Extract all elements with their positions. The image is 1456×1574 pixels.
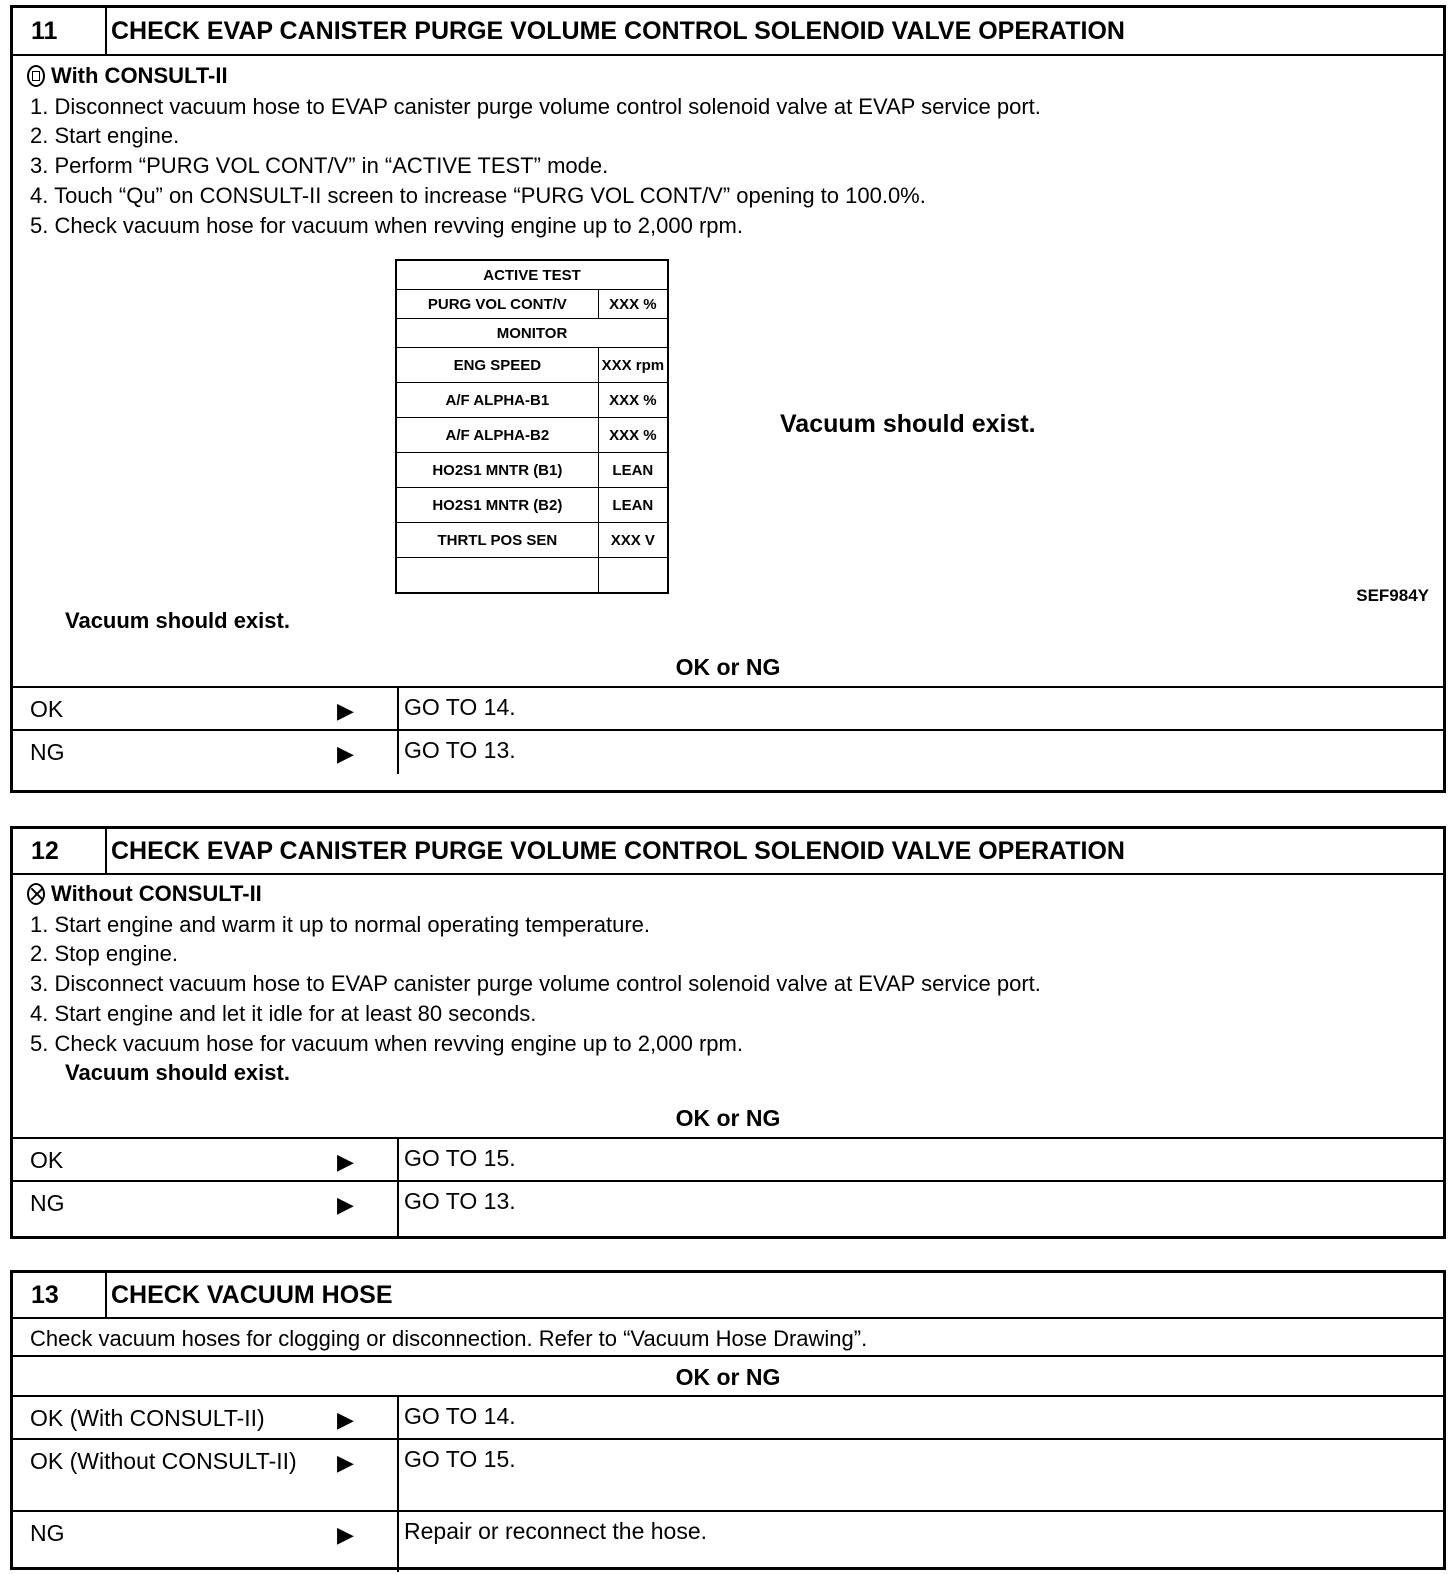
outcome-action: GO TO 14. (404, 1403, 516, 1429)
monitor-item-value: LEAN (598, 488, 668, 523)
monitor-item-value: XXX % (598, 418, 668, 453)
divider (13, 1355, 1443, 1357)
instruction-step: 3. Disconnect vacuum hose to EVAP canister purge volume control solenoid valve at EVAP service port. (30, 971, 1041, 996)
outcome-label: NG (30, 1520, 65, 1546)
step-12-header (13, 829, 1443, 875)
step-11-header (13, 8, 1443, 56)
ok-or-ng-label: OK or NG (675, 1364, 781, 1390)
figure-note: Vacuum should exist. (780, 410, 1036, 438)
outcome-action: GO TO 13. (404, 1188, 516, 1214)
outcome-label: NG (30, 739, 65, 765)
monitor-item-name (396, 558, 598, 594)
monitor-item-value: XXX rpm (598, 348, 668, 383)
monitor-title: MONITOR (396, 319, 668, 348)
monitor-item-name: HO2S1 MNTR (B1) (396, 453, 598, 488)
active-item-name: PURG VOL CONT/V (396, 290, 598, 319)
outcome-action: GO TO 15. (404, 1145, 516, 1171)
monitor-item-name: A/F ALPHA-B2 (396, 418, 598, 453)
instruction-step: 1. Disconnect vacuum hose to EVAP canister purge volume control solenoid valve at EVAP service port. (30, 94, 1041, 119)
result-note: Vacuum should exist. (65, 1060, 290, 1085)
outcome-label: OK (30, 1147, 64, 1173)
no-consult-icon (27, 883, 45, 905)
outcome-row (13, 1180, 1443, 1238)
active-item-value: XXX % (598, 290, 668, 319)
instruction-step: 4. Start engine and let it idle for at least 80 seconds. (30, 1001, 537, 1026)
outcome-action: GO TO 14. (404, 694, 516, 720)
monitor-item-name: THRTL POS SEN (396, 523, 598, 558)
step-title: CHECK EVAP CANISTER PURGE VOLUME CONTROL SOLENOID VALVE OPERATION (111, 837, 1125, 865)
arrow-icon: ▶ (337, 1522, 354, 1547)
outcome-row (13, 1438, 1443, 1512)
arrow-icon: ▶ (337, 698, 354, 723)
mode-heading: With CONSULT-II (27, 63, 228, 89)
step-number: 11 (31, 17, 58, 45)
monitor-item-name: ENG SPEED (396, 348, 598, 383)
step-title: CHECK EVAP CANISTER PURGE VOLUME CONTROL SOLENOID VALVE OPERATION (111, 17, 1125, 45)
instruction-step: 3. Perform “PURG VOL CONT/V” in “ACTIVE TEST” mode. (30, 153, 609, 178)
outcome-action: GO TO 15. (404, 1446, 516, 1472)
step-12-box (10, 826, 1446, 1239)
arrow-icon: ▶ (337, 1149, 354, 1174)
instruction-step: 2. Start engine. (30, 123, 180, 148)
outcome-row (13, 729, 1443, 774)
step-11-box (10, 5, 1446, 793)
step-title: CHECK VACUUM HOSE (111, 1281, 393, 1309)
outcome-label: OK (Without CONSULT-II) (30, 1448, 297, 1474)
outcome-action: Repair or reconnect the hose. (404, 1518, 708, 1544)
step-number: 13 (31, 1281, 59, 1309)
consult-active-test-screen (395, 259, 669, 594)
outcome-label: OK (With CONSULT-II) (30, 1405, 265, 1431)
arrow-icon: ▶ (337, 1407, 354, 1432)
mode-heading: Without CONSULT-II (27, 881, 262, 907)
instruction-step: 5. Check vacuum hose for vacuum when revving engine up to 2,000 rpm. (30, 1031, 743, 1056)
active-test-title: ACTIVE TEST (396, 260, 668, 290)
monitor-item-value: LEAN (598, 453, 668, 488)
result-note: Vacuum should exist. (65, 608, 290, 633)
instruction-step: 5. Check vacuum hose for vacuum when revving engine up to 2,000 rpm. (30, 213, 743, 238)
instruction-text: Check vacuum hoses for clogging or disconnection. Refer to “Vacuum Hose Drawing”. (30, 1326, 868, 1351)
ok-or-ng-label: OK or NG (675, 654, 781, 680)
outcome-action: GO TO 13. (404, 737, 516, 763)
arrow-icon: ▶ (337, 741, 354, 766)
arrow-icon: ▶ (337, 1450, 354, 1475)
monitor-item-name: HO2S1 MNTR (B2) (396, 488, 598, 523)
monitor-item-value (598, 558, 668, 594)
outcome-row (13, 1510, 1443, 1572)
figure-code: SEF984Y (1356, 586, 1429, 605)
instruction-step: 4. Touch “Qu” on CONSULT-II screen to increase “PURG VOL CONT/V” opening to 100.0%. (30, 183, 926, 208)
monitor-item-name: A/F ALPHA-B1 (396, 383, 598, 418)
instruction-step: 1. Start engine and warm it up to normal operating temperature. (30, 912, 651, 937)
outcome-row (13, 1137, 1443, 1182)
consult-icon (27, 65, 45, 87)
step-13-box (10, 1270, 1446, 1570)
step-number: 12 (31, 837, 59, 865)
instruction-step: 2. Stop engine. (30, 941, 179, 966)
outcome-label: NG (30, 1190, 65, 1216)
ok-or-ng-label: OK or NG (675, 1105, 781, 1131)
outcome-row (13, 686, 1443, 731)
step-13-header (13, 1273, 1443, 1319)
monitor-item-value: XXX % (598, 383, 668, 418)
outcome-label: OK (30, 696, 64, 722)
arrow-icon: ▶ (337, 1192, 354, 1217)
monitor-item-value: XXX V (598, 523, 668, 558)
outcome-row (13, 1395, 1443, 1440)
